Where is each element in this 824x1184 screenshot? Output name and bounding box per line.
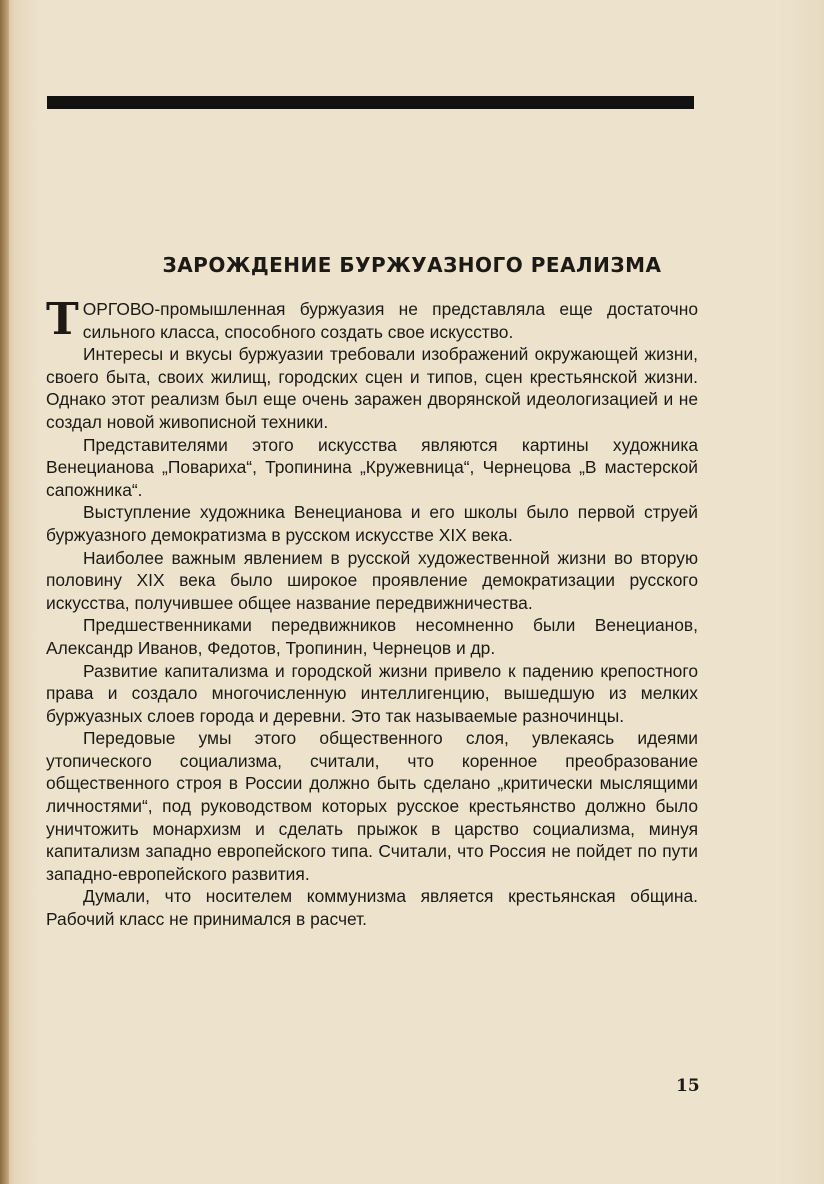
paragraph: Представителями этого искусства являются картины художника Венецианова „Повариха“, Тропинина „Кружевница“, Чернецова „В мастерской сапожника“.: [46, 434, 698, 500]
paragraph: Выступление художника Венецианова и его школы было первой струей буржуазного демократизма в русском искусстве XIX века.: [46, 502, 698, 545]
paragraph: Наиболее важным явлением в русской художественной жизни во вторую половину XIX века было широкое проявление демократизации русского искусства, получившее общее название передвижничества.: [46, 547, 698, 613]
chapter-heading: ЗАРОЖДЕНИЕ БУРЖУАЗНОГО РЕАЛИЗМА: [162, 253, 662, 277]
page-number: 15: [676, 1076, 700, 1096]
paragraph: Интересы и вкусы буржуазии требовали изображений окружающей жизни, своего быта, своих жилищ, городских сцен и типов, сцен крестьянской жизни. Однако этот реализм был еще очень заражен дворянской идеологизацией и не создал новой живописной техники.: [46, 344, 698, 432]
drop-cap: Т: [46, 294, 79, 345]
body-text: [46, 294, 698, 931]
paragraph: Думали, что носителем коммунизма является крестьянская община. Рабочий класс не принимался в расчет.: [46, 886, 698, 930]
paragraph: Передовые умы этого общественного слоя, увлекаясь идеями утопического социализма, считали, что коренное преобразование общественного строя в России должно быть сделано „критически мыслящими личностями“, под руководством которых русское крестьянство должно было уничтожить монархизм и сделать прыжок в царство социализма, минуя капитализм западно европейского типа. Считали, что Россия не пойдет по пути западно-европейского развития.: [46, 728, 698, 884]
paragraph: ТОРГОВО-промышленная буржуазия не представляла еще достаточно сильного класса, способного создать свое искусство.: [46, 294, 698, 345]
paragraph: Предшественниками передвижников несомненно были Венецианов, Александр Иванов, Федотов, Тропинин, Чернецов и др.: [46, 615, 698, 658]
book-spine-shadow: [0, 0, 9, 1184]
paragraph: Развитие капитализма и городской жизни привело к падению крепостного права и создало многочисленную интеллигенцию, вышедшую из мелких буржуазных слоев города и деревни. Это так называемые разночинцы.: [46, 660, 698, 726]
header-rule: [47, 96, 694, 109]
